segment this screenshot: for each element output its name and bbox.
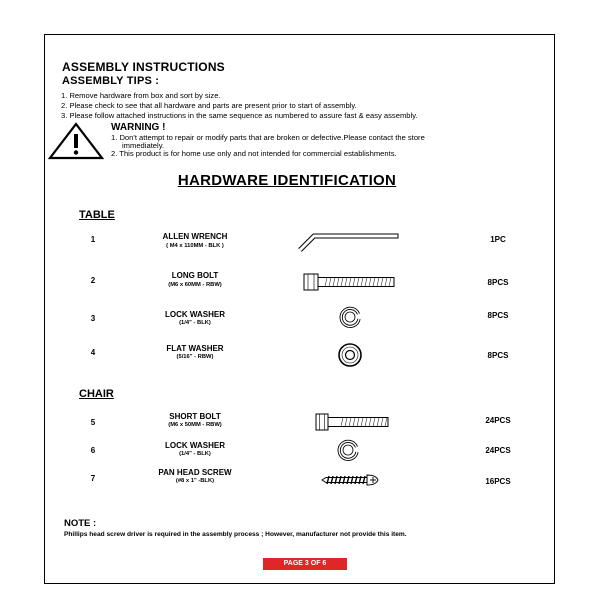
warning-item-1-cont: immediately. [122, 141, 165, 150]
section-chair-label: CHAIR [79, 388, 114, 400]
item-4-number: 4 [90, 348, 96, 357]
item-2-name: LONG BOLT [171, 271, 219, 280]
note-text: Phillips head screw driver is required in the assembly process ; However, manufacturer not provide this item. [64, 531, 407, 538]
item-1-name: ALLEN WRENCH [162, 232, 228, 241]
warning-item-1: 1. Don't attempt to repair or modify parts that are broken or defective.Please contact the store [111, 133, 425, 142]
item-2-qty: 8PCS [487, 278, 509, 287]
item-3-name: LOCK WASHER [165, 310, 225, 319]
item-2-number: 2 [90, 276, 96, 285]
page-title: ASSEMBLY INSTRUCTIONS [62, 60, 225, 74]
item-7-number: 7 [90, 474, 96, 483]
item-2-spec: (M6 x 60MM - RBW) [168, 282, 222, 288]
warning-title: WARNING ! [111, 122, 166, 133]
tips-heading: ASSEMBLY TIPS : [62, 75, 160, 87]
item-6-qty: 24PCS [485, 446, 511, 455]
hardware-title: HARDWARE IDENTIFICATION [177, 172, 397, 189]
item-6-name: LOCK WASHER [165, 441, 225, 450]
short-bolt-icon [315, 412, 391, 432]
pan-head-screw-icon [320, 472, 382, 488]
item-5-spec: (M6 x 50MM - RBW) [168, 422, 222, 428]
item-4-qty: 8PCS [487, 351, 509, 360]
item-1-qty: 1PC [490, 235, 506, 244]
item-1-number: 1 [90, 235, 96, 244]
warning-triangle-icon [47, 122, 105, 160]
tip-2: 2. Please check to see that all hardware and parts are present prior to start of assembly. [61, 101, 357, 110]
warning-item-2: 2. This product is for home use only and not intended for commercial establishments. [111, 149, 397, 158]
lock-washer-icon [338, 305, 362, 329]
item-7-spec: (#8 x 1" -BLK) [175, 478, 215, 484]
tip-3: 3. Please follow attached instructions in the same sequence as numbered to assure fast & easy assembly. [61, 111, 418, 120]
item-1-spec: ( M4 x 110MM - BLK ) [166, 243, 224, 249]
item-6-spec: (1/4" - BLK) [179, 451, 211, 457]
long-bolt-icon [303, 272, 397, 292]
flat-washer-icon [337, 342, 363, 368]
item-3-spec: (1/4" - BLK) [179, 320, 211, 326]
item-7-name: PAN HEAD SCREW [158, 468, 232, 477]
note-title: NOTE : [64, 518, 97, 529]
item-5-name: SHORT BOLT [169, 412, 221, 421]
item-3-number: 3 [90, 314, 96, 323]
page-number-badge: PAGE 3 OF 6 [263, 558, 347, 570]
item-5-qty: 24PCS [485, 416, 511, 425]
lock-washer-icon [336, 438, 360, 462]
item-5-number: 5 [90, 418, 96, 427]
allen-wrench-icon [294, 226, 406, 256]
tip-1: 1. Remove hardware from box and sort by size. [61, 91, 221, 100]
item-6-number: 6 [90, 446, 96, 455]
item-4-name: FLAT WASHER [166, 344, 224, 353]
item-4-spec: (5/16" - RBW) [176, 354, 214, 360]
section-table-label: TABLE [79, 209, 115, 221]
item-3-qty: 8PCS [487, 311, 509, 320]
item-7-qty: 16PCS [485, 477, 511, 486]
